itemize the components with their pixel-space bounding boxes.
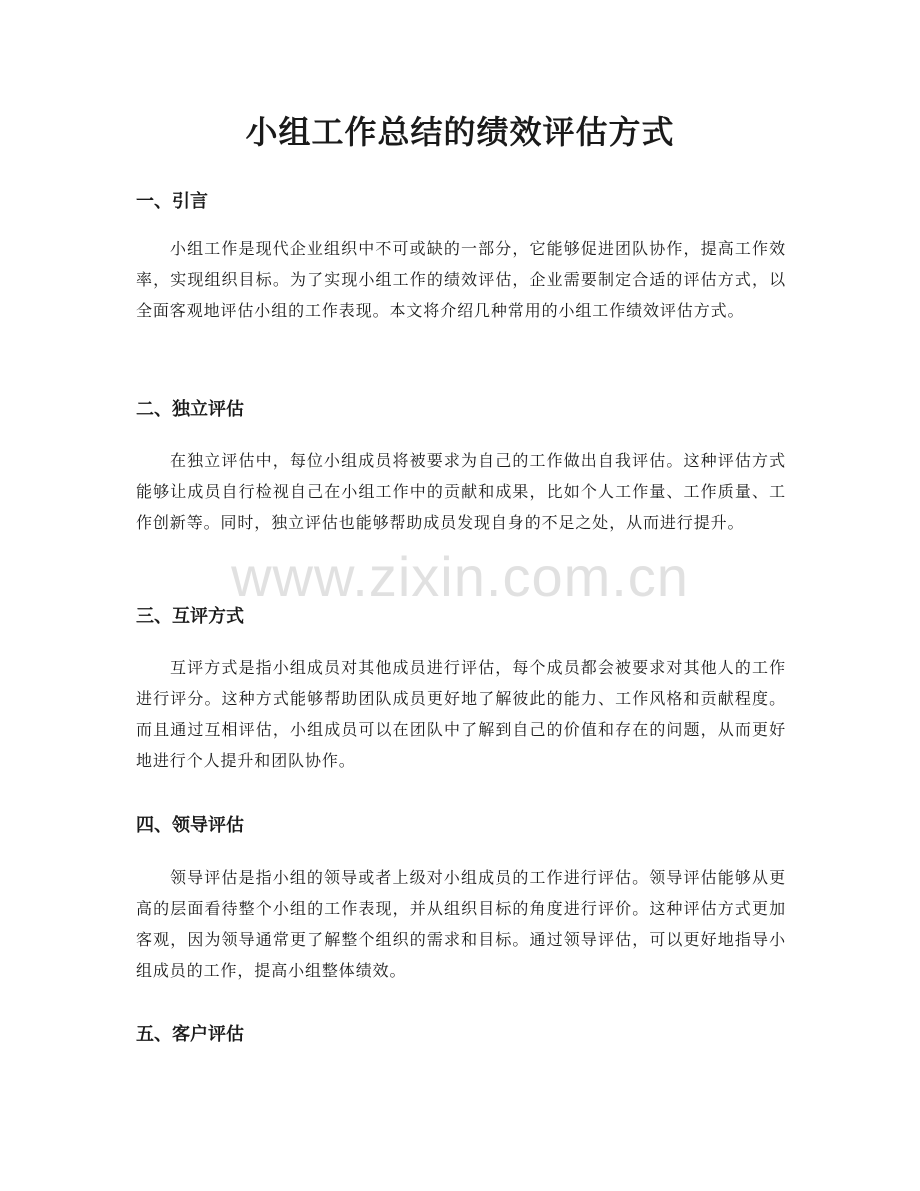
section-paragraph-leader-evaluation: 领导评估是指小组的领导或者上级对小组成员的工作进行评估。领导评估能够从更高的层面看待整个小组的工作表现，并从组织目标的角度进行评价。这种评估方式更加客观，因为领导通常更了解整个组织的需求和目标。通过领导评估，可以更好地指导小组成员的工作，提高小组整体绩效。 xyxy=(136,868,786,980)
section-paragraph-introduction: 小组工作是现代企业组织中不可或缺的一部分，它能够促进团队协作，提高工作效率，实现组织目标。为了实现小组工作的绩效评估，企业需要制定合适的评估方式，以全面客观地评估小组的工作表现。本文将介绍几种常用的小组工作绩效评估方式。 xyxy=(136,239,786,320)
section-heading-peer-evaluation: 三、互评方式 xyxy=(136,606,244,627)
section-paragraph-independent-evaluation: 在独立评估中，每位小组成员将被要求为自己的工作做出自我评估。这种评估方式能够让成员自行检视自己在小组工作中的贡献和成果，比如个人工作量、工作质量、工作创新等。同时，独立评估也能够帮助成员发现自身的不足之处，从而进行提升。 xyxy=(136,451,786,532)
section-heading-leader-evaluation: 四、领导评估 xyxy=(136,815,244,836)
section-paragraph-peer-evaluation: 互评方式是指小组成员对其他成员进行评估，每个成员都会被要求对其他人的工作进行评分。这种方式能够帮助团队成员更好地了解彼此的能力、工作风格和贡献程度。而且通过互相评估，小组成员可以在团队中了解到自己的价值和存在的问题，从而更好地进行个人提升和团队协作。 xyxy=(136,658,786,770)
section-heading-introduction: 一、引言 xyxy=(136,191,208,212)
section-heading-customer-evaluation: 五、客户评估 xyxy=(136,1024,244,1045)
section-heading-independent-evaluation: 二、独立评估 xyxy=(136,399,244,420)
document-title: 小组工作总结的绩效评估方式 xyxy=(245,113,675,151)
watermark: www.zixin.com.cn xyxy=(231,545,689,608)
